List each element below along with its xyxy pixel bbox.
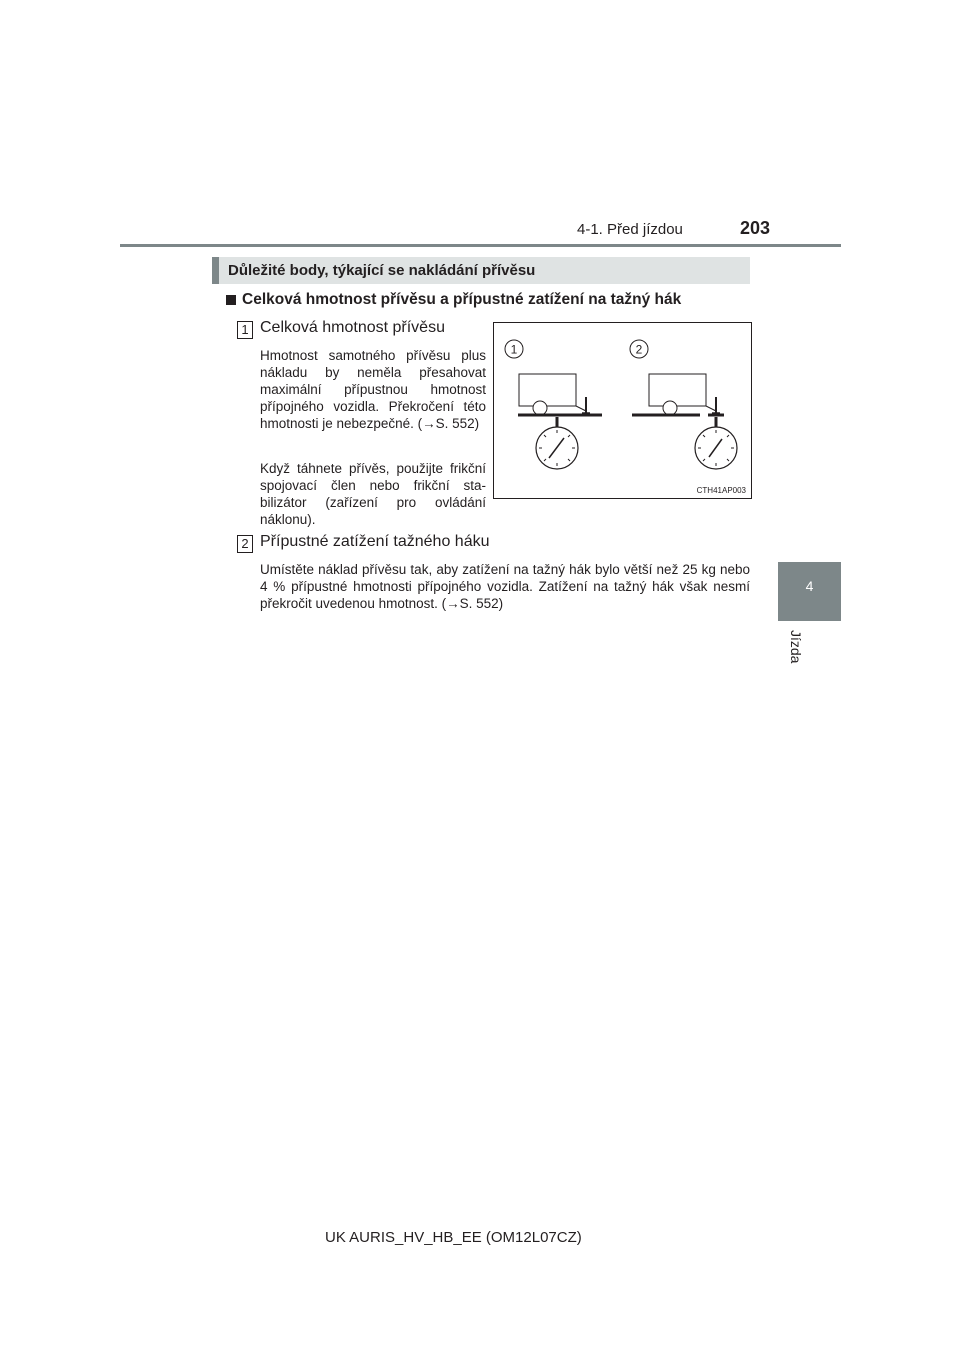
item-number-badge: 2 <box>237 535 253 553</box>
subsection-heading <box>226 291 681 309</box>
section-title-accent <box>212 257 219 284</box>
figure-code: CTH41AP003 <box>696 486 746 495</box>
item-title: Celková hmotnost přívěsu <box>260 319 445 336</box>
header-divider <box>120 244 841 247</box>
square-bullet-icon <box>226 295 236 305</box>
item-paragraph: Umístěte náklad přívěsu tak, aby zatížení na tažný hák bylo větší než 25 kg nebo 4 % přípustné hmotnosti přípojného vozidla. Zatížení na tažný hák však nesmí překročit uvedenou hmotnost. (→S. 552) <box>260 562 750 611</box>
item-title: Přípustné zatížení tažného háku <box>260 533 490 550</box>
header-section-title: 4-1. Před jízdou <box>577 221 683 238</box>
chapter-label <box>786 630 808 670</box>
figure-label-2: 2 <box>635 342 643 357</box>
chapter-label-text: Jízda <box>788 630 804 664</box>
figure-label-1: 1 <box>510 342 518 357</box>
footer-model-code: UK AURIS_HV_HB_EE (OM12L07CZ) <box>325 1229 582 1246</box>
chapter-number: 4 <box>805 578 814 594</box>
subsection-title: Celková hmotnost přívěsu a přípustné zatížení na tažný hák <box>242 291 682 308</box>
item-paragraph: Hmotnost samotného přívěsu plus nákladu by neměla přesahovat maximální přípustnou hmotnost přípojného vozidla. Překročení této hmotnosti je nebezpečné. (→S. 552) <box>260 348 486 431</box>
trailer-weight-figure <box>493 322 752 499</box>
trailer-right <box>632 374 737 469</box>
section-title: Důležité body, týkající se nakládání přívěsu <box>228 262 536 279</box>
page-number: 203 <box>740 218 771 238</box>
item-paragraph: Když táhnete přívěs, použijte frikční spojovací člen nebo frikční stabilizátor (zařízení pro ovládání náklonu). <box>260 461 486 527</box>
trailer-left <box>518 374 602 469</box>
item-number-badge: 1 <box>237 321 253 339</box>
trailer-scales-illustration <box>494 323 751 498</box>
